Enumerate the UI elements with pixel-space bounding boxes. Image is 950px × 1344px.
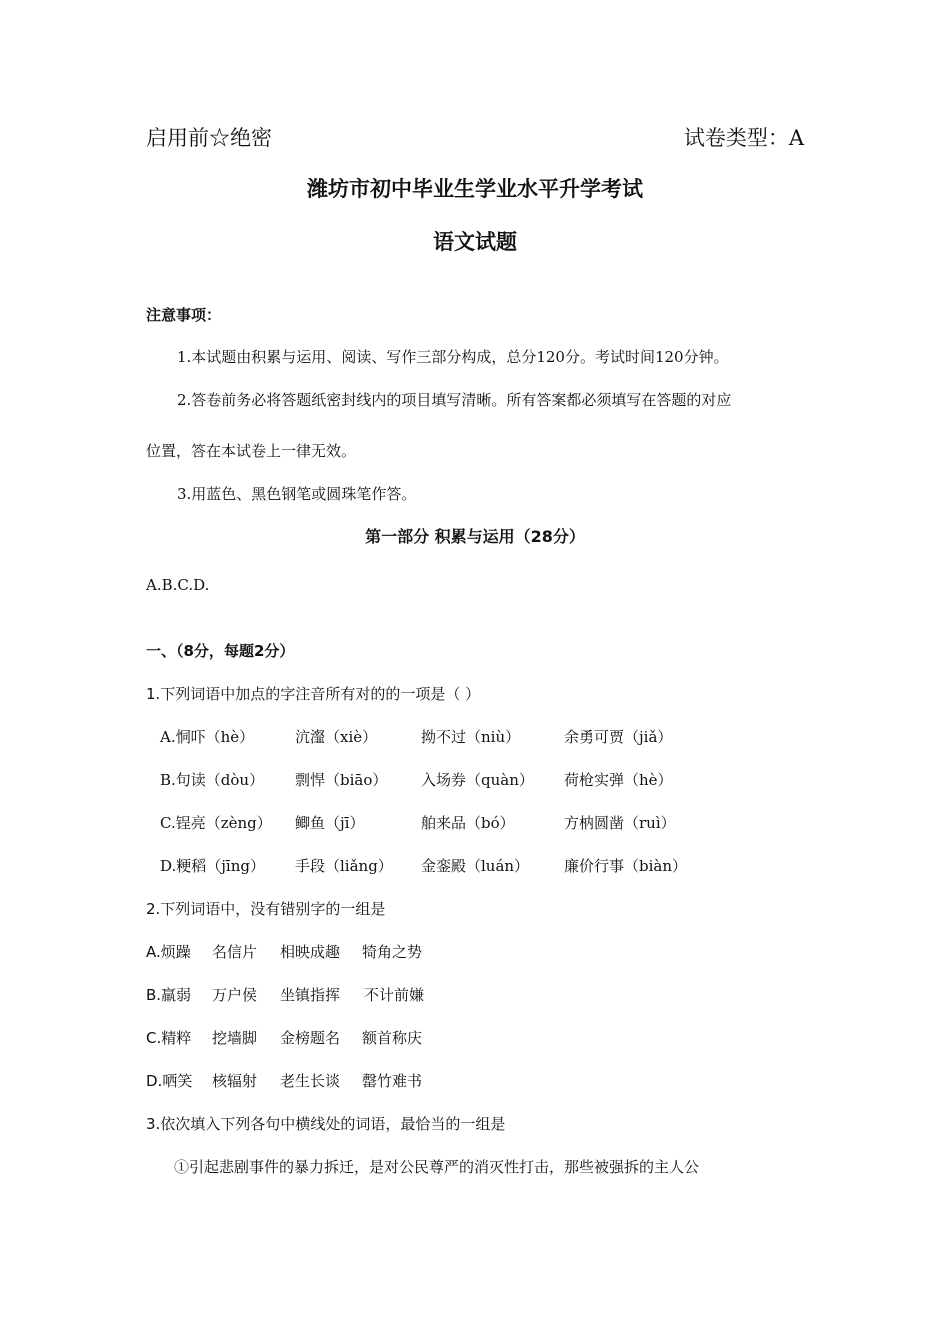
q1-c-word-3: 舶来品（bó） <box>421 814 515 832</box>
q1-b-word-3: 入场券（quàn） <box>421 771 534 789</box>
notice-item-1: 1.本试题由积累与运用、阅读、写作三部分构成，总分120分。考试时间120分钟。 <box>177 348 729 366</box>
notice-heading: 注意事项： <box>146 306 222 324</box>
q2-d-word-3: 老生长谈 <box>280 1072 341 1090</box>
q2-option-b <box>146 985 646 1005</box>
q2-c-word-4: 额首称庆 <box>362 1029 423 1047</box>
paper-type-label: 试卷类型：A <box>683 126 804 150</box>
q2-b-word-4: 不计前嫌 <box>364 986 425 1004</box>
q2-d-word-4: 罄竹难书 <box>362 1072 423 1090</box>
q2-b-word-2: 万户侯 <box>212 986 258 1004</box>
q1-b-word-1: B.句读（dòu） <box>160 771 265 789</box>
q1-b-word-2: 剽悍（biāo） <box>295 771 388 789</box>
q2-c-word-3: 金榜题名 <box>280 1029 341 1047</box>
q1-stem: 1.下列词语中加点的字注音所有对的的一项是（ ） <box>146 685 481 703</box>
part1-title: 第一部分 积累与运用（28分） <box>365 527 585 546</box>
q1-a-word-4: 余勇可贾（jiǎ） <box>564 728 673 746</box>
exam-subtitle: 语文试题 <box>433 230 517 254</box>
q1-a-word-3: 拗不过（niù） <box>421 728 521 746</box>
abcd-line: A.B.C.D. <box>146 576 210 594</box>
q2-option-c <box>146 1028 646 1048</box>
q1-option-c <box>160 813 810 833</box>
q2-option-a <box>146 942 646 962</box>
q2-c-word-1: C.精粹 <box>146 1029 192 1047</box>
notice-item-3: 3.用蓝色、黑色钢笔或圆珠笔作答。 <box>177 485 417 503</box>
section1-heading: 一、（8分，每题2分） <box>146 642 295 660</box>
q2-b-word-3: 坐镇指挥 <box>280 986 341 1004</box>
q1-a-word-2: 沆瀣（xiè） <box>295 728 378 746</box>
q1-a-word-1: A.恫吓（hè） <box>160 728 255 746</box>
q2-stem: 2.下列词语中，没有错别字的一组是 <box>146 900 386 918</box>
q1-option-b <box>160 770 810 790</box>
notice-item-2: 2.答卷前务必将答题纸密封线内的项目填写清晰。所有答案都必须填写在答题的对应 <box>177 391 732 409</box>
q2-a-word-4: 犄角之势 <box>362 943 423 961</box>
q2-option-d <box>146 1071 646 1091</box>
q1-c-word-4: 方枘圆凿（ruì） <box>564 814 676 832</box>
notice-item-2-cont: 位置，答在本试卷上一律无效。 <box>146 442 357 460</box>
q1-option-a <box>160 727 810 747</box>
q2-d-word-1: D.哂笑 <box>146 1072 193 1090</box>
q2-a-word-2: 名信片 <box>212 943 258 961</box>
q2-a-word-3: 相映成趣 <box>280 943 341 961</box>
confidential-label: 启用前☆绝密 <box>146 126 272 150</box>
q1-c-word-1: C.锃亮（zèng） <box>160 814 272 832</box>
q1-d-word-1: D.粳稻（jīng） <box>160 857 265 875</box>
q1-b-word-4: 荷枪实弹（hè） <box>564 771 673 789</box>
q3-sentence-1: ①引起悲剧事件的暴力拆迁，是对公民尊严的消灭性打击，那些被强拆的主人公 <box>174 1158 700 1176</box>
q2-d-word-2: 核辐射 <box>212 1072 258 1090</box>
q1-c-word-2: 鲫鱼（jī） <box>295 814 365 832</box>
q1-d-word-2: 手段（liǎng） <box>295 857 393 875</box>
q1-d-word-3: 金銮殿（luán） <box>421 857 530 875</box>
q2-a-word-1: A.烦躁 <box>146 943 191 961</box>
q3-stem: 3.依次填入下列各句中横线处的词语，最恰当的一组是 <box>146 1115 506 1133</box>
q1-d-word-4: 廉价行事（biàn） <box>564 857 688 875</box>
q2-b-word-1: B.羸弱 <box>146 986 192 1004</box>
q1-option-d <box>160 856 810 876</box>
q2-c-word-2: 挖墙脚 <box>212 1029 258 1047</box>
exam-title: 潍坊市初中毕业生学业水平升学考试 <box>307 177 643 201</box>
